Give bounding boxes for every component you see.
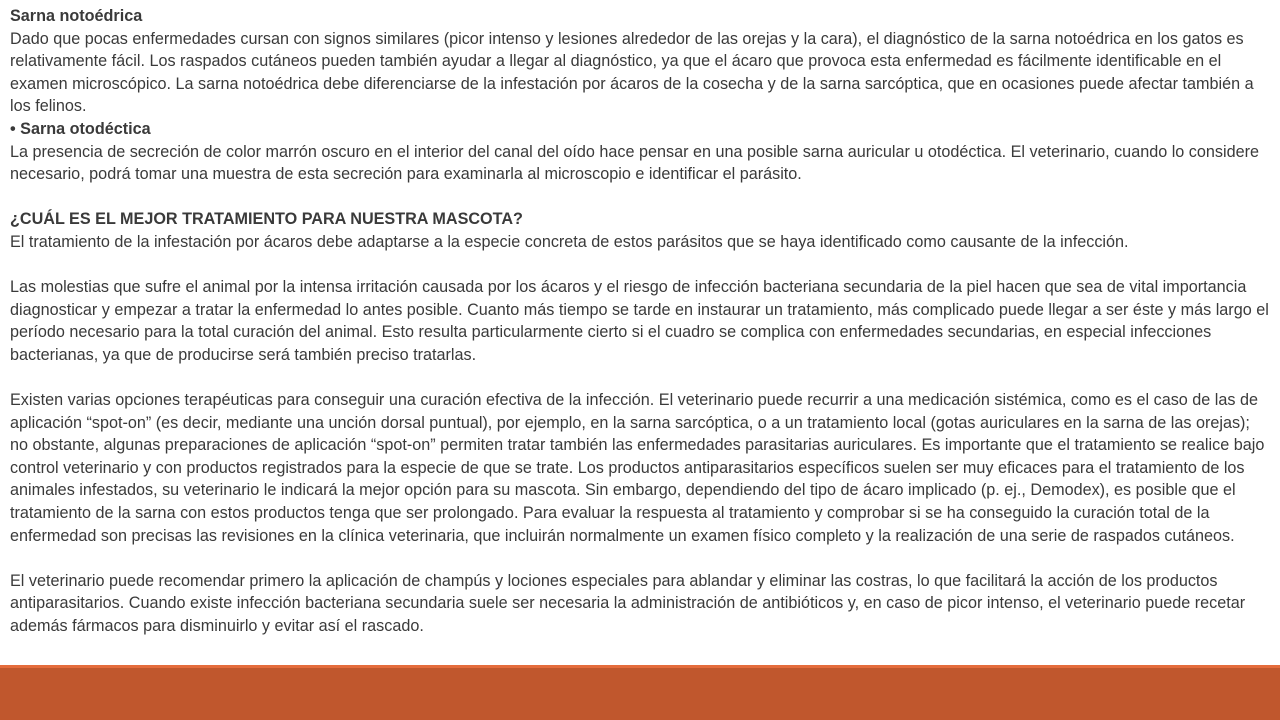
paragraph-spacer xyxy=(10,254,1272,277)
paragraph-spacer xyxy=(10,367,1272,390)
paragraph-tratamiento-molestias: Las molestias que sufre el animal por la intensa irritación causada por los ácaros y el riesgo de infección bacteriana secundaria de la piel hacen que sea de vital importancia diagnosticar y empezar a tratar la enfermedad lo antes posible. Cuanto más tiempo se tarde en instaurar un tratamiento, más complicado puede llegar a ser éste y más largo el período necesario para la total curación del animal. Esto resulta particularmente cierto si el cuadro se complica con enfermedades secundarias, en especial infecciones bacterianas, ya que de producirse será también preciso tratarlas. xyxy=(10,278,1269,364)
heading-sarna-notoedrica: Sarna notoédrica xyxy=(10,7,143,25)
document-body xyxy=(10,5,1272,638)
paragraph-tratamiento-opciones: Existen varias opciones terapéuticas para conseguir una curación efectiva de la infección. El veterinario puede recurrir a una medicación sistémica, como es el caso de las de aplicación “spot-on” (es decir, mediante una unción dorsal puntual), por ejemplo, en la sarna sarcóptica, o a un tratamiento local (gotas auriculares en la sarna de las orejas); no obstante, algunas preparaciones de aplicación “spot-on” permiten tratar también las enfermedades parasitarias auriculares. Es importante que el tratamiento se realice bajo control veterinario y con productos registrados para la especie de que se trate. Los productos antiparasitarios específicos suelen ser muy eficaces para el tratamiento de los animales infestados, su veterinario le indicará la mejor opción para su mascota. Sin embargo, dependiendo del tipo de ácaro implicado (p. ej., Demodex), es posible que el tratamiento de la sarna con estos productos tenga que ser prolongado. Para evaluar la respuesta al tratamiento y comprobar si se ha conseguido la curación total de la enfermedad son precisas las revisiones en la clínica veterinaria, que incluirán normalmente un examen físico completo y la realización de una serie de raspados cutáneos. xyxy=(10,391,1265,545)
heading-sarna-otodectica: • Sarna otodéctica xyxy=(10,119,151,138)
paragraph-tratamiento-champus: El veterinario puede recomendar primero la aplicación de champús y lociones especiales para ablandar y eliminar las costras, lo que facilitará la acción de los productos antiparasitarios. Cuando existe infección bacteriana secundaria suele ser necesaria la administración de antibióticos y, en caso de picor intenso, el veterinario puede recetar además fármacos para disminuirlo y evitar así el rascado. xyxy=(10,571,1246,636)
footer-accent-line xyxy=(0,665,1280,668)
paragraph-sarna-otodectica: La presencia de secreción de color marrón oscuro en el interior del canal del oído hace pensar en una posible sarna auricular u otodéctica. El veterinario, cuando lo considere necesario, podrá tomar una muestra de esta secreción para examinarla al microscopio e identificar el parásito. xyxy=(10,142,1259,184)
heading-tratamiento: ¿CUÁL ES EL MEJOR TRATAMIENTO PARA NUESTRA MASCOTA? xyxy=(10,210,523,229)
paragraph-tratamiento-especie: El tratamiento de la infestación por ácaros debe adaptarse a la especie concreta de estos parásitos que se haya identificado como causante de la infección. xyxy=(10,232,1129,251)
paragraph-sarna-notoedrica: Dado que pocas enfermedades cursan con signos similares (picor intenso y lesiones alrededor de las orejas y la cara), el diagnóstico de la sarna notoédrica en los gatos es relativamente fácil. Los raspados cutáneos pueden también ayudar a llegar al diagnóstico, ya que el ácaro que provoca esta enfermedad es fácilmente identificable en el examen microscópico. La sarna notoédrica debe diferenciarse de la infestación por ácaros de la cosecha y de la sarna sarcóptica, que en ocasiones puede afectar también a los felinos. xyxy=(10,29,1254,116)
paragraph-spacer xyxy=(10,547,1272,570)
footer-bar xyxy=(0,665,1280,720)
paragraph-spacer xyxy=(10,186,1272,209)
